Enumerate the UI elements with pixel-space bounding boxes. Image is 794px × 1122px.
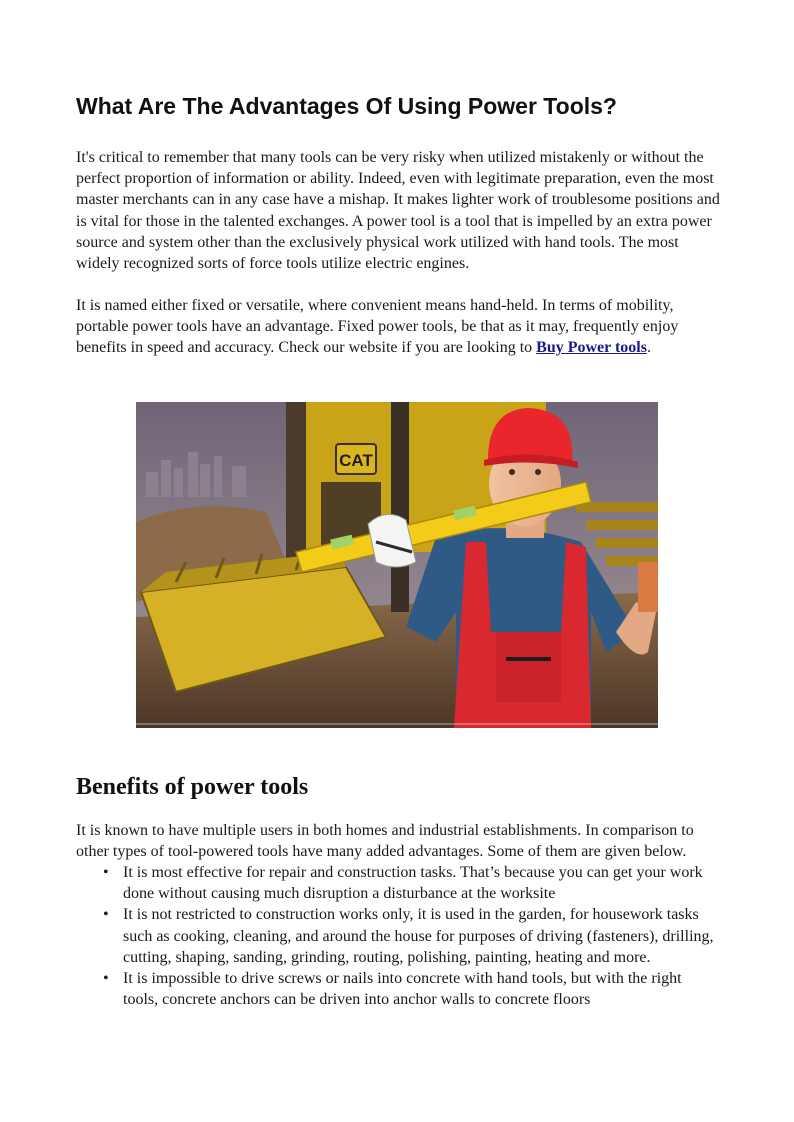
intro-paragraph: It's critical to remember that many tools can be very risky when utilized mistakenly or without the perfect proportion of information or ability. Indeed, even with legitimate preparation, even the most master merchants can in any case have a mishap. It makes lighter work of troublesome positions and is vital for those in the talented exchanges. A power tool is a tool that is impelled by an extra power source and system other than the exclusively physical work utilized with hand tools. The most widely recognized sorts of force tools utilize electric engines. <box>76 149 720 273</box>
benefits-heading: Benefits of power tools <box>76 774 309 800</box>
mobility-text-end: . <box>646 339 651 357</box>
hero-image-worker-bulldozer <box>136 402 658 728</box>
list-item-text: It is most effective for repair and construction tasks. That’s because you can get your work done without causing much disruption a disturbance at the worksite <box>123 864 703 903</box>
list-item-text: It is impossible to drive screws or nails into concrete with hand tools, but with the right tools, concrete anchors can be driven into anchor walls to concrete floors <box>123 970 682 1009</box>
bullet-glyph: • <box>103 864 109 881</box>
brick <box>638 562 658 612</box>
article-title: What Are The Advantages Of Using Power Tools? <box>76 93 617 119</box>
mobility-text: It is named either fixed or versatile, where convenient means hand-held. In terms of mobility, portable power tools have an advantage. Fixed power tools, be that as it may, frequently enjoy benefits in speed and accuracy. Check our website if you are looking to <box>76 297 679 357</box>
buy-power-tools-link[interactable]: Buy Power tools <box>536 339 647 357</box>
benefits-intro: It is known to have multiple users in both homes and industrial establishments. In comparison to other types of tool-powered tools have many added advantages. Some of them are given below. <box>76 822 694 861</box>
benefits-list <box>76 862 720 1010</box>
bullet-glyph: • <box>103 970 109 988</box>
list-item-text: It is not restricted to construction works only, it is used in the garden, for housework tasks such as cooking, cleaning, and around the house for purposes of driving (fasteners), drilling, cutting, shaping, sanding, grinding, routing, polishing, painting, heating and more. <box>123 906 714 966</box>
list-item <box>76 968 720 1010</box>
vehicle-logo: CAT <box>339 451 373 470</box>
list-item <box>76 862 720 904</box>
mobility-paragraph <box>76 295 720 359</box>
list-item <box>76 904 720 968</box>
bullet-glyph: • <box>103 906 109 924</box>
